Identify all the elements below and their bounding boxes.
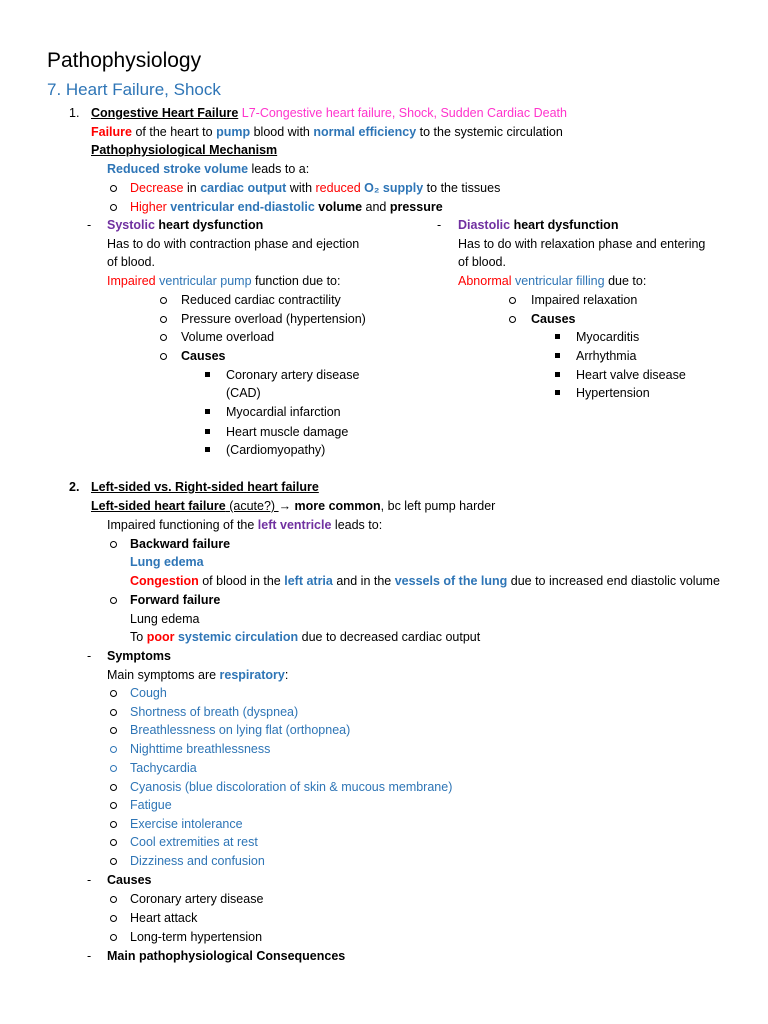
bullet-circle-icon <box>110 934 117 941</box>
list-item: Nighttime breathlessness <box>130 742 271 756</box>
text-run: respiratory <box>219 668 285 682</box>
text-run: To <box>130 630 147 644</box>
list-item: Shortness of breath (dyspnea) <box>130 705 299 719</box>
text-run: Impaired functioning of the <box>107 518 258 532</box>
text-run: and <box>362 200 390 214</box>
doc-title: Pathophysiology <box>47 49 202 72</box>
list-item: Dizziness and confusion <box>130 854 265 868</box>
list-item: Coronary artery disease <box>226 368 360 382</box>
text-run: due to increased end diastolic volume <box>507 574 720 588</box>
text-run: Failure <box>91 125 132 139</box>
systolic-impaired <box>107 272 340 290</box>
list-item: Heart attack <box>130 911 198 925</box>
bullet-circle-icon <box>110 727 117 734</box>
diastolic-desc-2: of blood. <box>458 255 506 269</box>
mechanism-bullet-1 <box>130 179 500 197</box>
text-run: Impaired <box>107 274 156 288</box>
list-item: (CAD) <box>226 386 261 400</box>
text-run: of the heart to <box>132 125 217 139</box>
dash-marker: - <box>437 218 442 232</box>
list-item: Long-term hypertension <box>130 930 263 944</box>
systolic-causes-label: Causes <box>181 349 226 363</box>
bullet-circle-icon <box>110 709 117 716</box>
list-item: Arrhythmia <box>576 349 637 363</box>
forward-failure-circulation <box>130 628 480 646</box>
text-run: due to: <box>604 274 647 288</box>
dash-marker: - <box>87 873 92 887</box>
bullet-square-icon <box>555 334 560 339</box>
text-run: vessels of the lung <box>394 574 508 588</box>
symptoms-intro <box>107 666 288 684</box>
list-item: Exercise intolerance <box>130 817 243 831</box>
list-item: Volume overload <box>181 330 275 344</box>
list-item: Heart muscle damage <box>226 425 349 439</box>
bullet-circle-icon <box>110 765 117 772</box>
list-item: Tachycardia <box>130 761 197 775</box>
s1-heading-line <box>91 104 567 122</box>
text-run: cardiac output <box>200 181 287 195</box>
bullet-square-icon <box>205 372 210 377</box>
s1-heading: Congestive Heart Failure <box>91 106 239 120</box>
list-number: 2. <box>69 480 80 494</box>
bullet-circle-icon <box>110 597 117 604</box>
text-run: : <box>284 668 289 682</box>
list-item: Impaired relaxation <box>531 293 638 307</box>
text-run: left ventricle <box>257 518 332 532</box>
text-run: to the tissues <box>423 181 501 195</box>
list-item: Hypertension <box>576 386 650 400</box>
text-run: heart dysfunction <box>154 218 264 232</box>
list-item: Fatigue <box>130 798 172 812</box>
text-run: systemic circulation <box>174 630 299 644</box>
mechanism-text <box>107 160 309 178</box>
text-run: ventricular pump <box>155 274 252 288</box>
systolic-desc-2: of blood. <box>107 255 155 269</box>
backward-failure-edema: Lung edema <box>130 555 204 569</box>
dash-marker: - <box>87 649 92 663</box>
list-item: Cyanosis (blue discoloration of skin & mucous membrane) <box>130 780 453 794</box>
bullet-circle-icon <box>160 297 167 304</box>
s1-definition <box>91 123 563 141</box>
diastolic-causes-label: Causes <box>531 312 576 326</box>
list-item: Cough <box>130 686 167 700</box>
list-item: Myocarditis <box>576 330 640 344</box>
consequences-label: Main pathophysiological Consequences <box>107 949 346 963</box>
bullet-circle-icon <box>110 541 117 548</box>
text-run: function due to: <box>251 274 341 288</box>
text-run: pressure <box>389 200 443 214</box>
list-item: Breathlessness on lying flat (orthopnea) <box>130 723 351 737</box>
list-item: Reduced cardiac contractility <box>181 293 341 307</box>
bullet-circle-icon <box>110 821 117 828</box>
bullet-circle-icon <box>110 746 117 753</box>
bullet-circle-icon <box>110 802 117 809</box>
systolic-desc-1: Has to do with contraction phase and ejection <box>107 237 360 251</box>
text-run: Main symptoms are <box>107 668 220 682</box>
bullet-circle-icon <box>110 839 117 846</box>
bullet-circle-icon <box>110 690 117 697</box>
text-run: pump <box>216 125 251 139</box>
left-sided-subheading <box>91 497 495 515</box>
text-run: reduced <box>315 181 365 195</box>
list-item: Pressure overload (hypertension) <box>181 312 366 326</box>
symptoms-label: Symptoms <box>107 649 171 663</box>
backward-failure-congestion <box>130 572 720 590</box>
bullet-circle-icon <box>160 334 167 341</box>
bullet-square-icon <box>205 447 210 452</box>
text-run: Reduced stroke volume <box>107 162 249 176</box>
dash-marker: - <box>87 949 92 963</box>
bullet-circle-icon <box>110 915 117 922</box>
text-run: of blood in the <box>198 574 285 588</box>
list-item: Coronary artery disease <box>130 892 264 906</box>
bullet-circle-icon <box>509 316 516 323</box>
text-run: Diastolic <box>458 218 511 232</box>
text-run: Left-sided heart failure <box>91 499 226 513</box>
bullet-circle-icon <box>509 297 516 304</box>
text-run: more common <box>291 499 381 513</box>
mechanism-heading: Pathophysiological Mechanism <box>91 143 278 157</box>
text-run: leads to a: <box>248 162 310 176</box>
text-run: Decrease <box>130 181 184 195</box>
text-run: blood with <box>250 125 314 139</box>
text-run: O₂ supply <box>364 181 424 195</box>
bullet-circle-icon <box>110 858 117 865</box>
section-title: 7. Heart Failure, Shock <box>47 80 221 99</box>
text-run: Systolic <box>107 218 155 232</box>
arrow-right-icon: → <box>278 499 292 513</box>
systolic-heading <box>107 216 263 234</box>
text-run: left atria <box>284 574 333 588</box>
left-ventricle-text <box>107 516 382 534</box>
list-item: Myocardial infarction <box>226 405 341 419</box>
text-run: to the systemic circulation <box>416 125 563 139</box>
bullet-circle-icon <box>110 204 117 211</box>
list-item: (Cardiomyopathy) <box>226 443 326 457</box>
text-run: ventricular end-diastolic <box>170 200 315 214</box>
mechanism-bullet-2 <box>130 198 443 216</box>
text-run: and in the <box>332 574 395 588</box>
diastolic-desc-1: Has to do with relaxation phase and entering <box>458 237 706 251</box>
s1-reference: L7-Congestive heart failure, Shock, Sudden Cardiac Death <box>241 106 567 120</box>
text-run: ventricular filling <box>511 274 605 288</box>
text-run: with <box>286 181 316 195</box>
diastolic-abnormal <box>458 272 646 290</box>
text-run: poor <box>146 630 175 644</box>
bullet-square-icon <box>555 390 560 395</box>
backward-failure-label: Backward failure <box>130 537 231 551</box>
dash-marker: - <box>87 218 92 232</box>
list-item: Cool extremities at rest <box>130 835 258 849</box>
forward-failure-edema: Lung edema <box>130 612 200 626</box>
text-run: Congestion <box>130 574 199 588</box>
diastolic-heading <box>458 216 618 234</box>
text-run: Higher <box>130 200 171 214</box>
bullet-square-icon <box>555 353 560 358</box>
bullet-square-icon <box>205 409 210 414</box>
forward-failure-label: Forward failure <box>130 593 221 607</box>
bullet-square-icon <box>205 429 210 434</box>
text-run: Abnormal <box>458 274 512 288</box>
text-run: (acute?) <box>225 499 279 513</box>
text-run: , bc left pump harder <box>380 499 496 513</box>
bullet-circle-icon <box>110 896 117 903</box>
bullet-circle-icon <box>160 353 167 360</box>
text-run: due to decreased cardiac output <box>298 630 481 644</box>
text-run: leads to: <box>331 518 383 532</box>
bullet-square-icon <box>555 372 560 377</box>
text-run: normal efficiency <box>313 125 417 139</box>
list-item: Heart valve disease <box>576 368 686 382</box>
list-number: 1. <box>69 106 80 120</box>
text-run: heart dysfunction <box>510 218 619 232</box>
s2-causes-label: Causes <box>107 873 152 887</box>
bullet-circle-icon <box>110 185 117 192</box>
text-run: in <box>183 181 201 195</box>
bullet-circle-icon <box>160 316 167 323</box>
bullet-circle-icon <box>110 784 117 791</box>
text-run: volume <box>314 200 363 214</box>
s2-heading: Left-sided vs. Right-sided heart failure <box>91 480 319 494</box>
